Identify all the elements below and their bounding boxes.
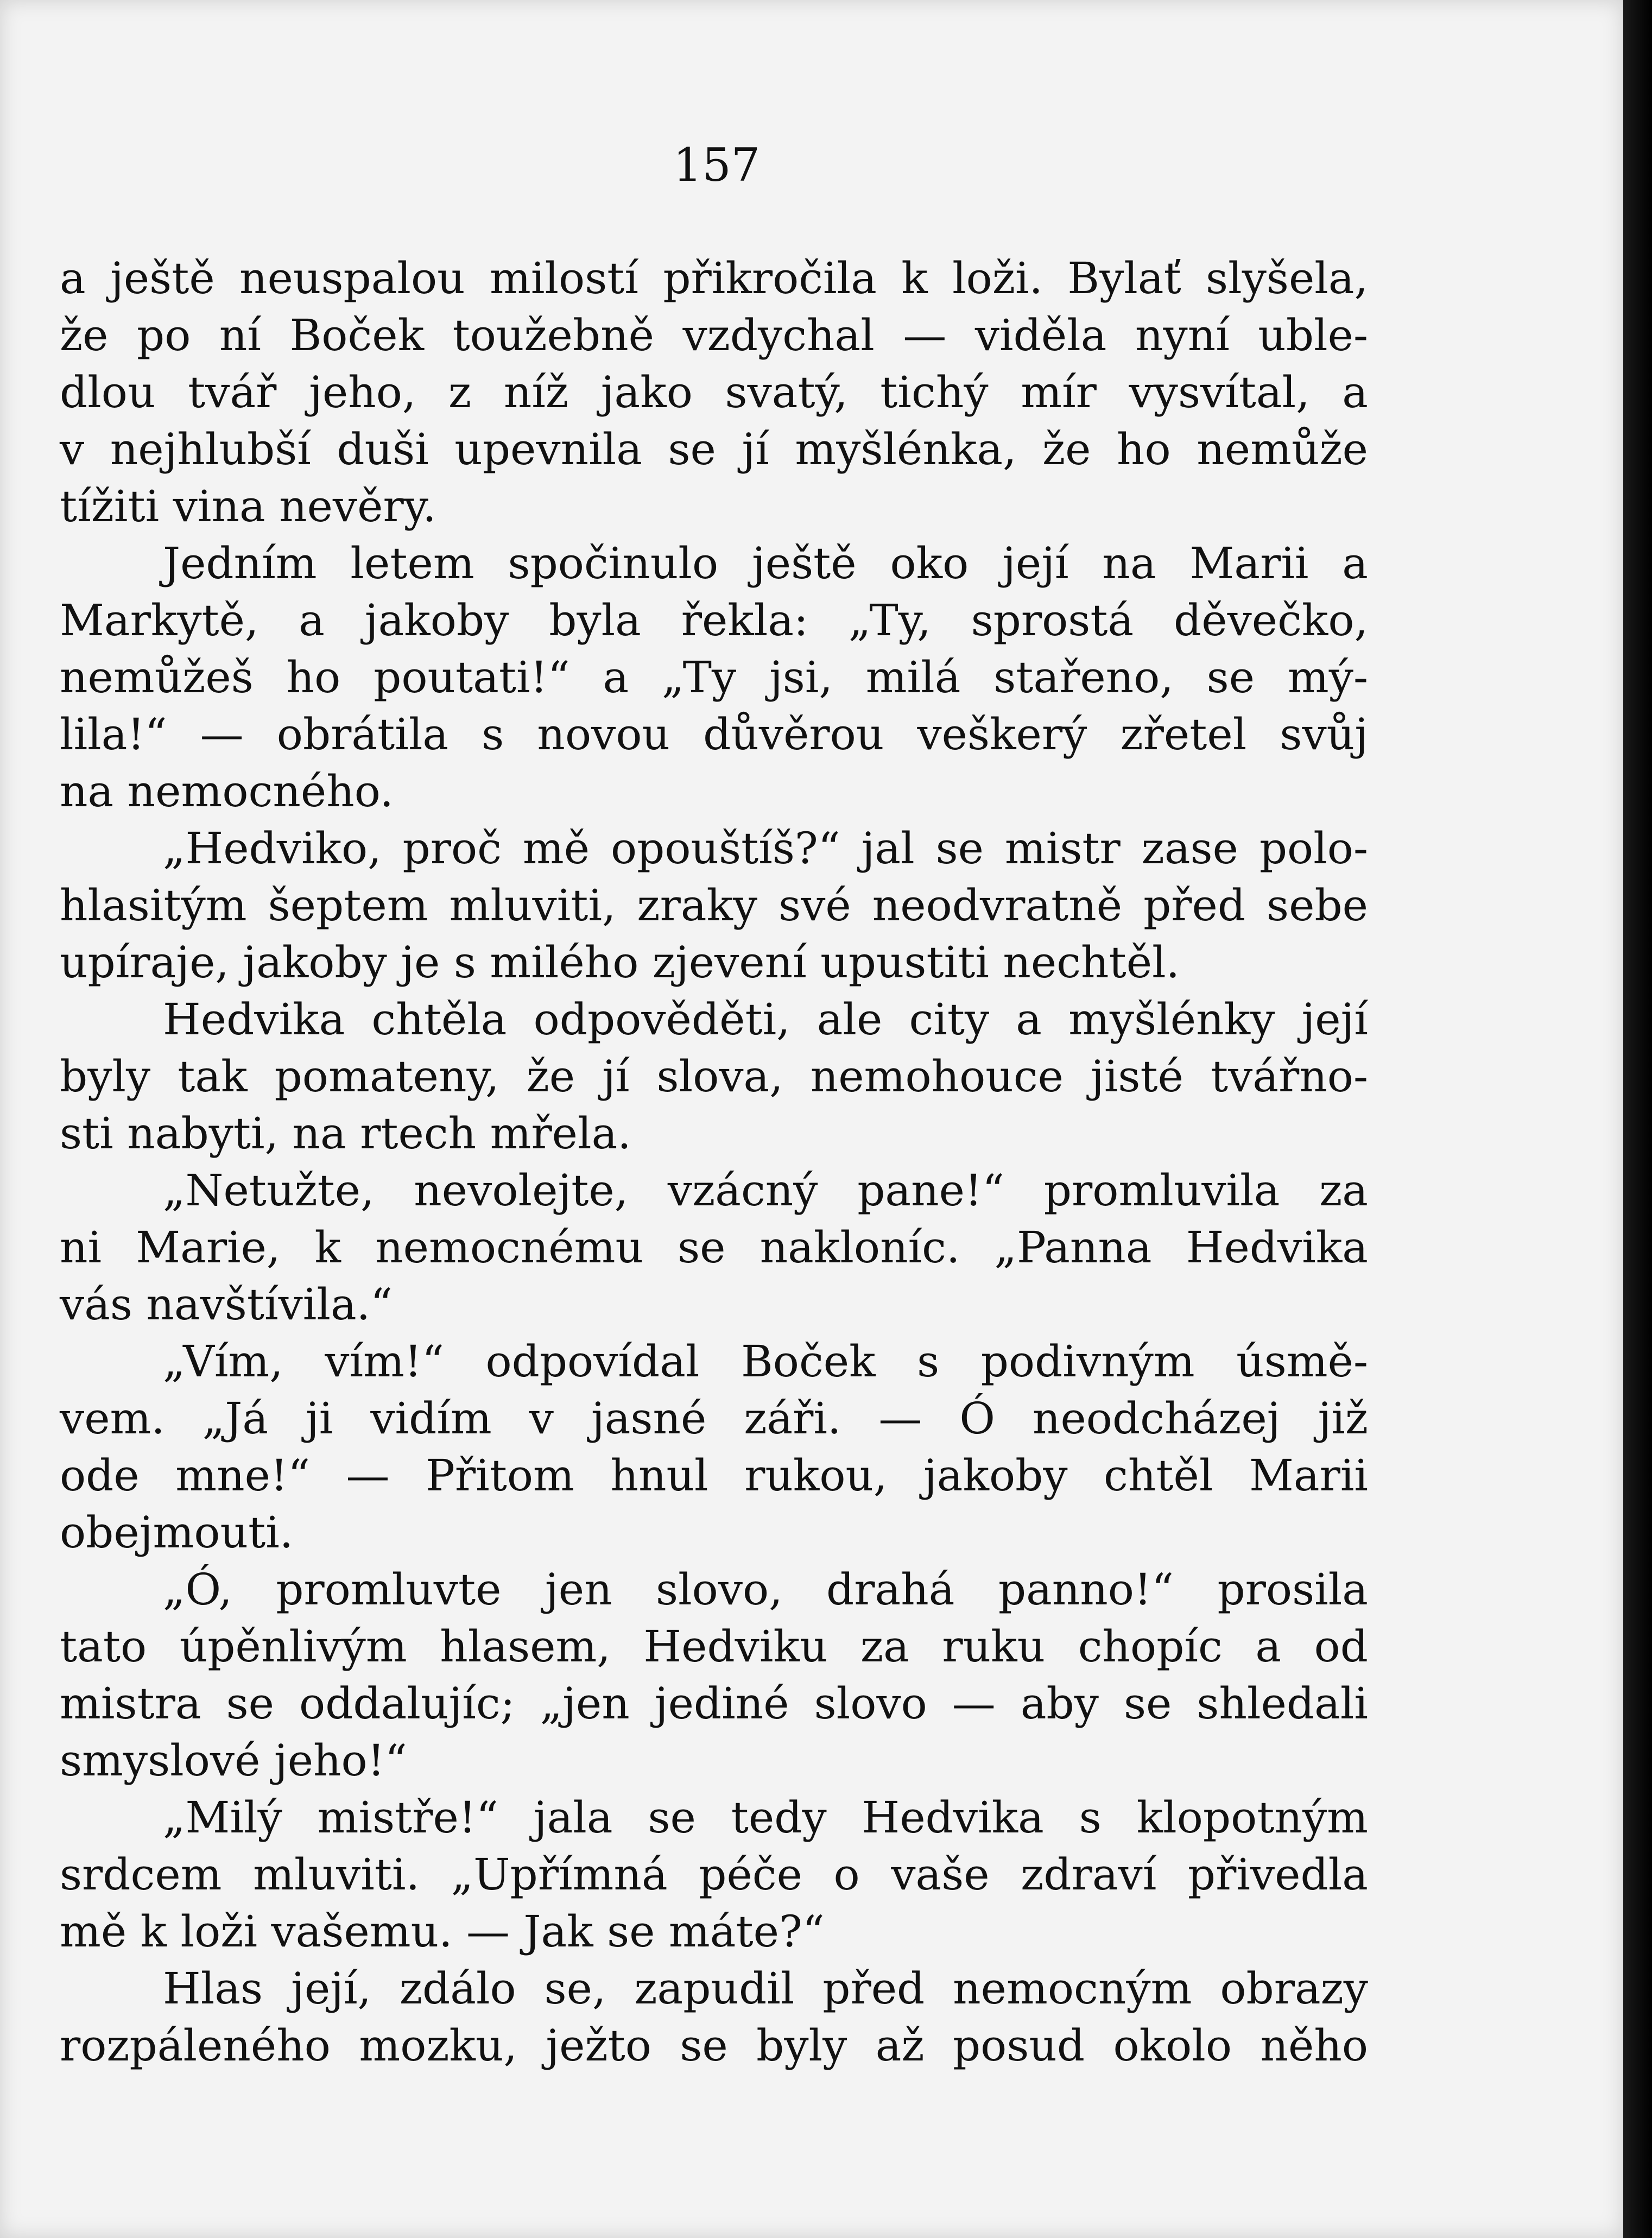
text-line: upíraje, jakoby je s milého zjevení upustiti nechtěl. — [60, 937, 1180, 988]
page-number: 157 — [673, 138, 761, 192]
text-line: lila!“ — obrátila s novou důvěrou veškerý zřetel svůj — [60, 709, 1368, 760]
text-line: mistra se oddalujíc; „jen jediné slovo — aby se shledali — [60, 1678, 1368, 1729]
text-line: rozpáleného mozku, ježto se byly až posud okolo něho — [60, 2020, 1368, 2071]
text-line: Jedním letem spočinulo ještě oko její na Marii a — [163, 538, 1368, 589]
scan-edge — [1623, 0, 1652, 2238]
text-line: obejmouti. — [60, 1507, 294, 1558]
text-line: na nemocného. — [60, 766, 394, 817]
text-line: v nejhlubší duši upevnila se jí myšlénka, že ho nemůže — [60, 424, 1368, 475]
text-line: mě k loži vašemu. — Jak se máte?“ — [60, 1906, 825, 1957]
text-line: sti nabyti, na rtech mřela. — [60, 1108, 631, 1159]
text-line: Hlas její, zdálo se, zapudil před nemocným obrazy — [163, 1963, 1368, 2014]
text-line: srdcem mluviti. „Upřímná péče o vaše zdraví přivedla — [60, 1849, 1368, 1900]
text-line: Hedvika chtěla odpověděti, ale city a myšlénky její — [163, 994, 1368, 1045]
text-line: vem. „Já ji vidím v jasné záři. — Ó neodcházej již — [60, 1393, 1368, 1444]
text-line: „Ó, promluvte jen slovo, drahá panno!“ prosila — [163, 1564, 1368, 1615]
text-line: Markytě, a jakoby byla řekla: „Ty, sprostá děvečko, — [60, 595, 1368, 646]
text-line: ode mne!“ — Přitom hnul rukou, jakoby chtěl Marii — [60, 1450, 1368, 1501]
text-line: dlou tvář jeho, z níž jako svatý, tichý mír vysvítal, a — [60, 367, 1368, 418]
text-line: tato úpěnlivým hlasem, Hedviku za ruku chopíc a od — [60, 1621, 1368, 1672]
text-line: „Milý mistře!“ jala se tedy Hedvika s klopotným — [163, 1792, 1368, 1843]
text-line: a ještě neuspalou milostí přikročila k loži. Bylať slyšela, — [60, 253, 1368, 304]
text-line: že po ní Boček toužebně vzdychal — viděla nyní uble- — [60, 310, 1368, 361]
text-line: nemůžeš ho poutati!“ a „Ty jsi, milá stařeno, se mý- — [60, 652, 1368, 703]
text-line: byly tak pomateny, že jí slova, nemohouce jisté tvářno- — [60, 1051, 1368, 1102]
body-text — [60, 250, 1368, 2074]
text-line: „Hedviko, proč mě opouštíš?“ jal se mistr zase polo- — [163, 823, 1368, 874]
text-line: hlasitým šeptem mluviti, zraky své neodvratně před sebe — [60, 880, 1368, 931]
text-line: „Netužte, nevolejte, vzácný pane!“ promluvila za — [163, 1165, 1368, 1216]
text-line: tížiti vina nevěry. — [60, 481, 436, 532]
text-line: ni Marie, k nemocnému se nakloníc. „Panna Hedvika — [60, 1222, 1368, 1273]
text-line: smyslové jeho!“ — [60, 1735, 407, 1786]
text-line: vás navštívila.“ — [60, 1279, 393, 1330]
text-line: „Vím, vím!“ odpovídal Boček s podivným úsmě- — [163, 1336, 1368, 1387]
